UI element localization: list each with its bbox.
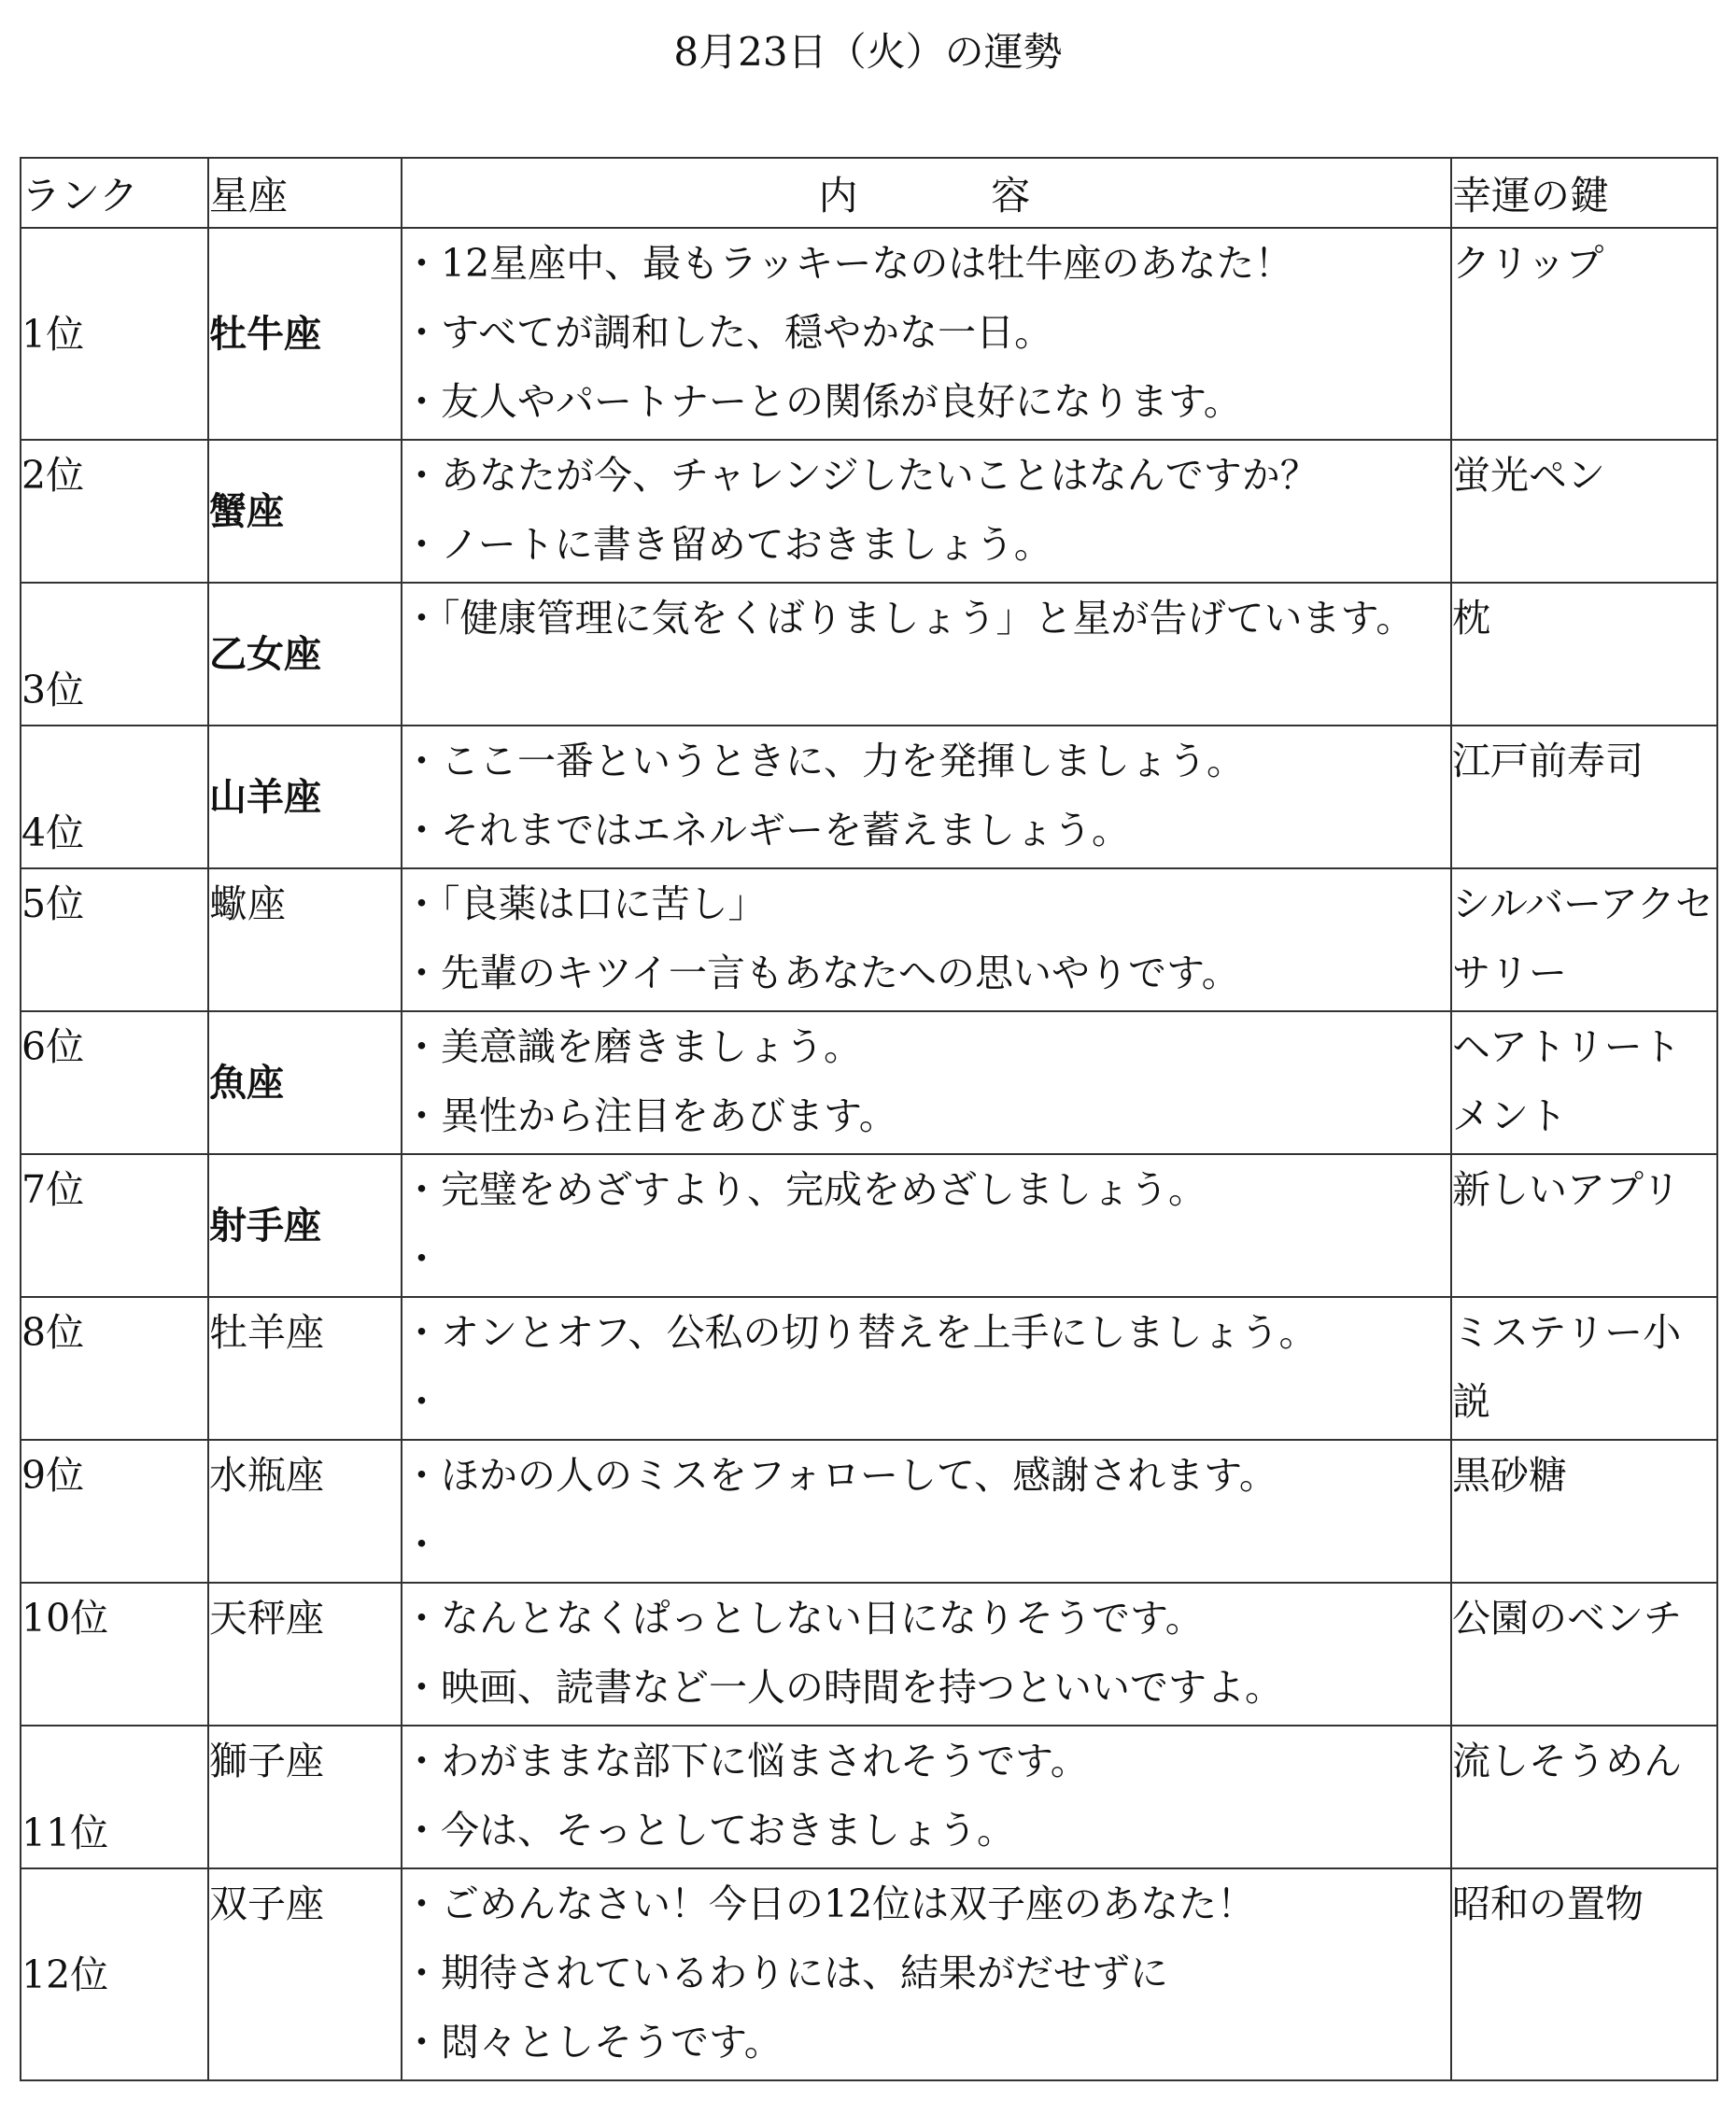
sign-cell: 天秤座 — [208, 1583, 402, 1726]
rank-cell: 5位 — [21, 868, 208, 1011]
table-header-row — [21, 158, 1717, 228]
content-line: ・映画、読書など一人の時間を持つといいですよ。 — [402, 1665, 1283, 1710]
sign-cell: 牡羊座 — [208, 1297, 402, 1440]
header-sign: 星座 — [208, 158, 402, 228]
sign-cell: 蠍座 — [208, 868, 402, 1011]
content-line: ・今は、そっとしておきましょう。 — [402, 1808, 1015, 1853]
rank-cell: 10位 — [21, 1583, 208, 1726]
content-cell — [402, 228, 1451, 440]
content-line: ・ここ一番というときに、力を発揮しましょう。 — [402, 739, 1245, 783]
content-cell — [402, 1154, 1451, 1297]
content-line: ・美意識を磨きましょう。 — [402, 1024, 862, 1069]
table-row — [21, 868, 1717, 1011]
lucky-cell: クリップ — [1451, 228, 1717, 440]
content-line: ・オンとオフ、公私の切り替えを上手にしましょう。 — [402, 1310, 1318, 1355]
header-lucky: 幸運の鍵 — [1451, 158, 1717, 228]
content-cell — [402, 1440, 1451, 1583]
table-row — [21, 1154, 1717, 1297]
content-cell — [402, 1583, 1451, 1726]
content-line: ・「良薬は口に苦し」 — [402, 881, 767, 926]
lucky-cell: 黒砂糖 — [1451, 1440, 1717, 1583]
lucky-cell: 流しそうめん — [1451, 1726, 1717, 1868]
table-row — [21, 1868, 1717, 2080]
table-row — [21, 1583, 1717, 1726]
table-row — [21, 1297, 1717, 1440]
content-line: ・それまではエネルギーを蓄えましょう。 — [402, 808, 1130, 853]
content-line: ・ — [402, 1236, 441, 1281]
content-line: ・完璧をめざすより、完成をめざしましょう。 — [402, 1167, 1207, 1212]
table-row — [21, 1726, 1717, 1868]
content-cell — [402, 1297, 1451, 1440]
rank-cell: 9位 — [21, 1440, 208, 1583]
content-line: ・あなたが今、チャレンジしたいことはなんですか？ — [402, 453, 1319, 498]
rank-cell: 7位 — [21, 1154, 208, 1297]
content-line: ・悶々としそうです。 — [402, 2020, 783, 2065]
content-cell — [402, 1726, 1451, 1868]
sign-cell: 魚座 — [208, 1011, 402, 1154]
content-line: ・ — [402, 1522, 441, 1567]
table-row — [21, 1011, 1717, 1154]
header-content: 内 容 — [402, 158, 1451, 228]
table-row — [21, 228, 1717, 440]
table-row — [21, 440, 1717, 583]
fortune-table — [20, 157, 1718, 2081]
content-line: ・異性から注目をあびます。 — [402, 1093, 897, 1138]
rank-cell: 6位 — [21, 1011, 208, 1154]
content-cell — [402, 440, 1451, 583]
sign-cell: 双子座 — [208, 1868, 402, 2080]
page-title: 8月23日（火）の運勢 — [673, 29, 1063, 75]
content-line: ・なんとなくぱっとしない日になりそうです。 — [402, 1596, 1204, 1641]
content-cell — [402, 1011, 1451, 1154]
content-cell — [402, 1868, 1451, 2080]
lucky-cell: ヘアトリートメント — [1451, 1011, 1717, 1154]
content-line: ・ほかの人のミスをフォローして、感謝されます。 — [402, 1453, 1277, 1498]
content-line: ・友人やパートナーとの関係が良好になります。 — [402, 379, 1242, 424]
content-cell — [402, 726, 1451, 868]
sign-cell: 獅子座 — [208, 1726, 402, 1868]
lucky-cell: 枕 — [1451, 583, 1717, 726]
lucky-cell: 新しいアプリ — [1451, 1154, 1717, 1297]
content-line: ・ノートに書き留めておきましょう。 — [402, 522, 1052, 567]
content-cell — [402, 583, 1451, 726]
rank-cell: 2位 — [21, 440, 208, 583]
lucky-cell: 公園のベンチ — [1451, 1583, 1717, 1726]
sign-cell: 牡牛座 — [208, 228, 402, 440]
table-row — [21, 583, 1717, 726]
content-line: ・先輩のキツイ一言もあなたへの思いやりです。 — [402, 951, 1240, 995]
content-line: ・ごめんなさい！今日の12位は双子座のあなた！ — [402, 1881, 1256, 1926]
table-row — [21, 1440, 1717, 1583]
sign-cell: 蟹座 — [208, 440, 402, 583]
lucky-cell: シルバーアクセサリー — [1451, 868, 1717, 1011]
content-line: ・12星座中、最もラッキーなのは牡牛座のあなた！ — [402, 241, 1293, 286]
lucky-cell: 蛍光ペン — [1451, 440, 1717, 583]
content-line: ・ — [402, 1379, 441, 1424]
rank-cell: 3位 — [21, 583, 208, 726]
lucky-cell: 昭和の置物 — [1451, 1868, 1717, 2080]
content-cell — [402, 868, 1451, 1011]
header-rank: ランク — [21, 158, 208, 228]
rank-cell: 12位 — [21, 1868, 208, 2080]
content-line: ・すべてが調和した、穏やかな一日。 — [402, 310, 1053, 355]
rank-cell: 11位 — [21, 1726, 208, 1868]
lucky-cell: ミステリー小説 — [1451, 1297, 1717, 1440]
table-row — [21, 726, 1717, 868]
content-line: ・わがままな部下に悩まされそうです。 — [402, 1739, 1089, 1783]
lucky-cell: 江戸前寿司 — [1451, 726, 1717, 868]
sign-cell: 水瓶座 — [208, 1440, 402, 1583]
rank-cell: 1位 — [21, 228, 208, 440]
sign-cell: 山羊座 — [208, 726, 402, 868]
content-line: ・「健康管理に気をくばりましょう」と星が告げています。 — [402, 596, 1415, 641]
sign-cell: 射手座 — [208, 1154, 402, 1297]
sign-cell: 乙女座 — [208, 583, 402, 726]
rank-cell: 4位 — [21, 726, 208, 868]
content-line: ・期待されているわりには、結果がだせずに — [402, 1951, 1168, 1995]
rank-cell: 8位 — [21, 1297, 208, 1440]
